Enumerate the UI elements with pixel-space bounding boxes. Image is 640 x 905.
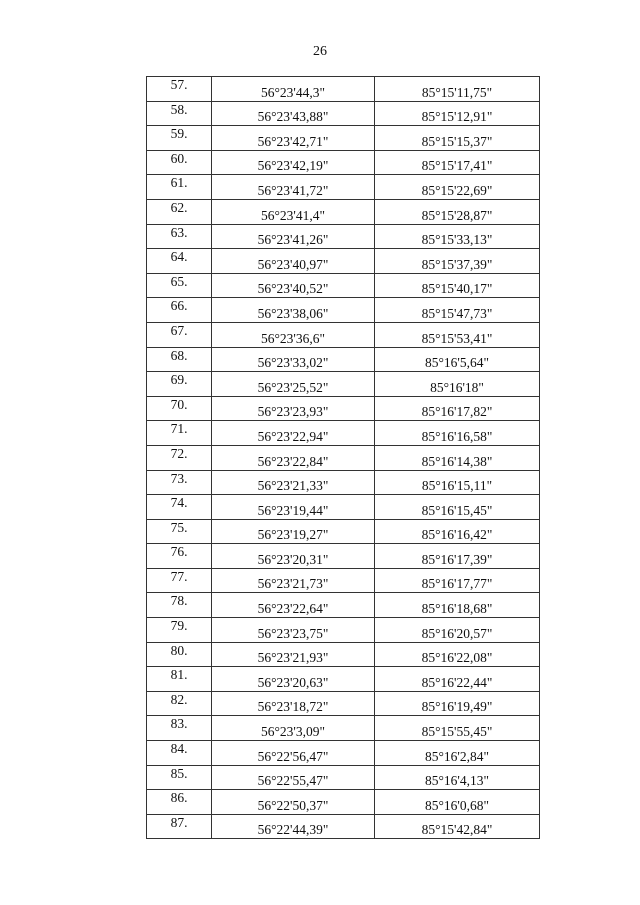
point-number-cell: 72.: [147, 445, 212, 470]
point-number-cell: 78.: [147, 593, 212, 618]
latitude-cell: 56°22'50,37": [212, 790, 375, 815]
longitude-cell: 85°16'19,49": [375, 691, 540, 716]
longitude-cell: 85°16'5,64": [375, 347, 540, 372]
table-row: [147, 199, 540, 224]
latitude-cell: 56°23'42,19": [212, 150, 375, 175]
table-row: [147, 77, 540, 102]
longitude-cell: 85°15'55,45": [375, 716, 540, 741]
longitude-cell: 85°16'17,77": [375, 568, 540, 593]
table-row: [147, 544, 540, 569]
longitude-cell: 85°15'22,69": [375, 175, 540, 200]
point-number-cell: 67.: [147, 322, 212, 347]
point-number-cell: 77.: [147, 568, 212, 593]
longitude-cell: 85°16'4,13": [375, 765, 540, 790]
point-number-cell: 76.: [147, 544, 212, 569]
point-number-cell: 73.: [147, 470, 212, 495]
table-row: [147, 101, 540, 126]
longitude-cell: 85°15'42,84": [375, 814, 540, 839]
latitude-cell: 56°23'38,06": [212, 298, 375, 323]
point-number-cell: 66.: [147, 298, 212, 323]
longitude-cell: 85°15'40,17": [375, 273, 540, 298]
longitude-cell: 85°15'28,87": [375, 199, 540, 224]
table-row: [147, 716, 540, 741]
point-number-cell: 69.: [147, 372, 212, 397]
longitude-cell: 85°16'17,39": [375, 544, 540, 569]
latitude-cell: 56°23'22,64": [212, 593, 375, 618]
table-row: [147, 347, 540, 372]
table-row: [147, 814, 540, 839]
point-number-cell: 71.: [147, 421, 212, 446]
latitude-cell: 56°23'40,52": [212, 273, 375, 298]
latitude-cell: 56°23'22,94": [212, 421, 375, 446]
point-number-cell: 65.: [147, 273, 212, 298]
table-row: [147, 396, 540, 421]
table-row: [147, 568, 540, 593]
coordinates-table-body: [147, 77, 540, 839]
point-number-cell: 82.: [147, 691, 212, 716]
longitude-cell: 85°16'2,84": [375, 741, 540, 766]
longitude-cell: 85°16'16,58": [375, 421, 540, 446]
latitude-cell: 56°23'18,72": [212, 691, 375, 716]
point-number-cell: 86.: [147, 790, 212, 815]
point-number-cell: 83.: [147, 716, 212, 741]
table-row: [147, 618, 540, 643]
table-row: [147, 519, 540, 544]
point-number-cell: 80.: [147, 642, 212, 667]
point-number-cell: 74.: [147, 495, 212, 520]
latitude-cell: 56°23'20,63": [212, 667, 375, 692]
latitude-cell: 56°23'44,3": [212, 77, 375, 102]
point-number-cell: 84.: [147, 741, 212, 766]
latitude-cell: 56°23'23,75": [212, 618, 375, 643]
longitude-cell: 85°15'17,41": [375, 150, 540, 175]
table-row: [147, 298, 540, 323]
latitude-cell: 56°23'3,09": [212, 716, 375, 741]
latitude-cell: 56°23'19,27": [212, 519, 375, 544]
longitude-cell: 85°16'18": [375, 372, 540, 397]
table-row: [147, 273, 540, 298]
point-number-cell: 85.: [147, 765, 212, 790]
point-number-cell: 61.: [147, 175, 212, 200]
coordinates-table: [146, 76, 540, 839]
latitude-cell: 56°23'43,88": [212, 101, 375, 126]
longitude-cell: 85°16'17,82": [375, 396, 540, 421]
point-number-cell: 70.: [147, 396, 212, 421]
longitude-cell: 85°15'47,73": [375, 298, 540, 323]
table-row: [147, 495, 540, 520]
point-number-cell: 57.: [147, 77, 212, 102]
latitude-cell: 56°22'56,47": [212, 741, 375, 766]
table-row: [147, 642, 540, 667]
point-number-cell: 79.: [147, 618, 212, 643]
table-row: [147, 150, 540, 175]
table-row: [147, 372, 540, 397]
longitude-cell: 85°16'22,08": [375, 642, 540, 667]
longitude-cell: 85°15'11,75": [375, 77, 540, 102]
table-row: [147, 593, 540, 618]
point-number-cell: 64.: [147, 249, 212, 274]
table-row: [147, 470, 540, 495]
longitude-cell: 85°16'15,45": [375, 495, 540, 520]
latitude-cell: 56°23'40,97": [212, 249, 375, 274]
latitude-cell: 56°22'44,39": [212, 814, 375, 839]
latitude-cell: 56°22'55,47": [212, 765, 375, 790]
table-row: [147, 667, 540, 692]
latitude-cell: 56°23'20,31": [212, 544, 375, 569]
latitude-cell: 56°23'19,44": [212, 495, 375, 520]
point-number-cell: 58.: [147, 101, 212, 126]
table-row: [147, 249, 540, 274]
latitude-cell: 56°23'23,93": [212, 396, 375, 421]
longitude-cell: 85°16'20,57": [375, 618, 540, 643]
latitude-cell: 56°23'33,02": [212, 347, 375, 372]
table-row: [147, 691, 540, 716]
longitude-cell: 85°15'53,41": [375, 322, 540, 347]
longitude-cell: 85°16'14,38": [375, 445, 540, 470]
point-number-cell: 87.: [147, 814, 212, 839]
longitude-cell: 85°15'15,37": [375, 126, 540, 151]
point-number-cell: 62.: [147, 199, 212, 224]
table-row: [147, 224, 540, 249]
table-row: [147, 790, 540, 815]
longitude-cell: 85°15'37,39": [375, 249, 540, 274]
latitude-cell: 56°23'21,93": [212, 642, 375, 667]
longitude-cell: 85°15'33,13": [375, 224, 540, 249]
point-number-cell: 59.: [147, 126, 212, 151]
latitude-cell: 56°23'22,84": [212, 445, 375, 470]
point-number-cell: 68.: [147, 347, 212, 372]
latitude-cell: 56°23'41,72": [212, 175, 375, 200]
point-number-cell: 81.: [147, 667, 212, 692]
table-row: [147, 421, 540, 446]
latitude-cell: 56°23'21,33": [212, 470, 375, 495]
point-number-cell: 75.: [147, 519, 212, 544]
point-number-cell: 60.: [147, 150, 212, 175]
longitude-cell: 85°16'16,42": [375, 519, 540, 544]
longitude-cell: 85°15'12,91": [375, 101, 540, 126]
table-row: [147, 175, 540, 200]
latitude-cell: 56°23'36,6": [212, 322, 375, 347]
page-number: 26: [313, 44, 327, 59]
table-row: [147, 126, 540, 151]
point-number-cell: 63.: [147, 224, 212, 249]
latitude-cell: 56°23'25,52": [212, 372, 375, 397]
table-row: [147, 322, 540, 347]
latitude-cell: 56°23'41,26": [212, 224, 375, 249]
latitude-cell: 56°23'42,71": [212, 126, 375, 151]
table-row: [147, 765, 540, 790]
table-row: [147, 741, 540, 766]
longitude-cell: 85°16'22,44": [375, 667, 540, 692]
latitude-cell: 56°23'21,73": [212, 568, 375, 593]
latitude-cell: 56°23'41,4": [212, 199, 375, 224]
table-row: [147, 445, 540, 470]
longitude-cell: 85°16'18,68": [375, 593, 540, 618]
longitude-cell: 85°16'15,11": [375, 470, 540, 495]
longitude-cell: 85°16'0,68": [375, 790, 540, 815]
